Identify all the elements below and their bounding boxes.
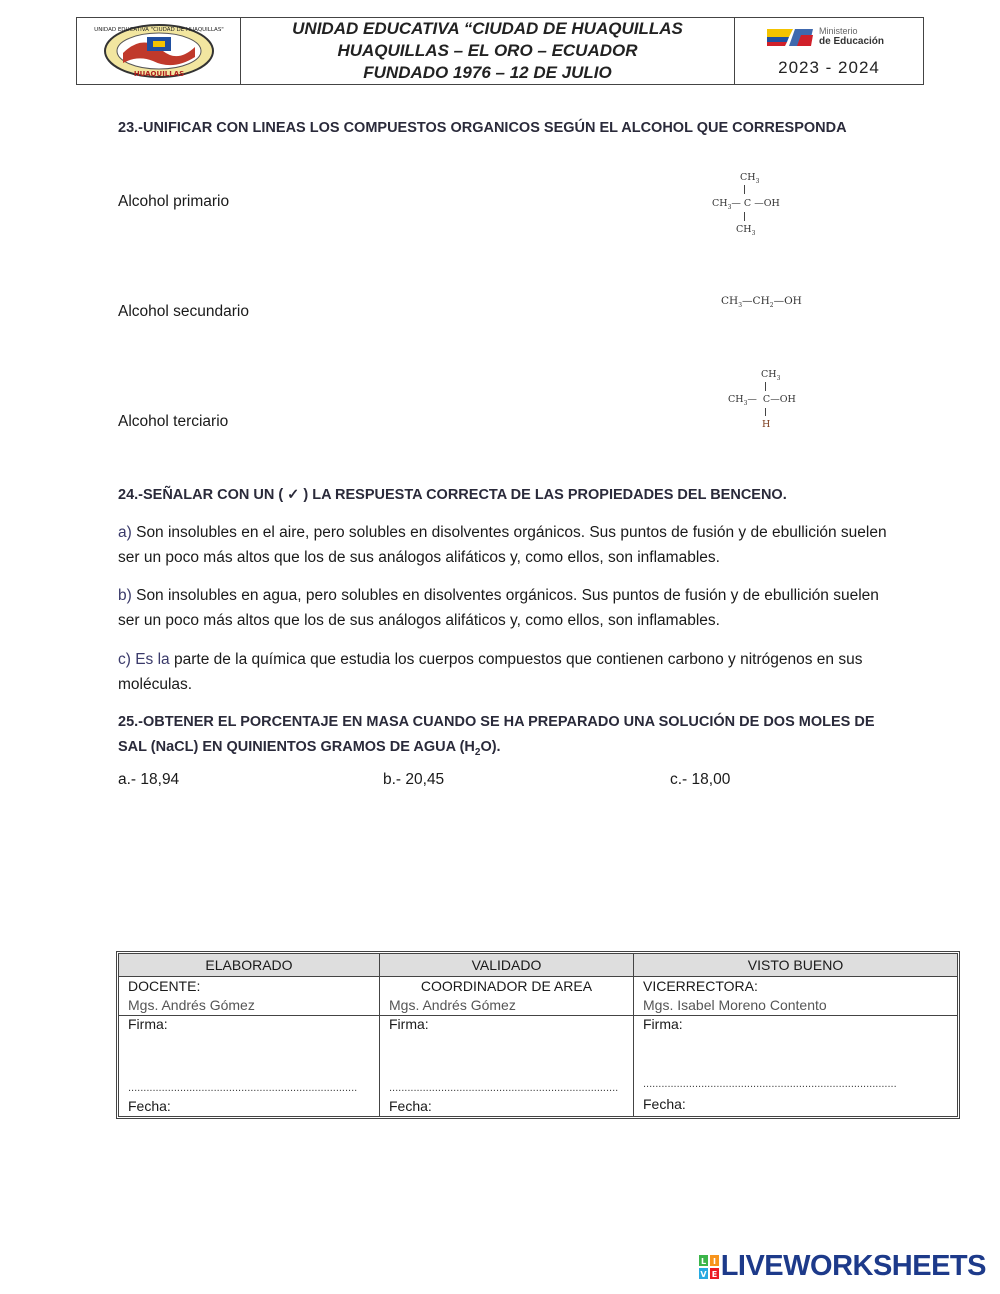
signature-firma-row (119, 1016, 958, 1117)
answer-a[interactable]: a.- 18,94 (118, 771, 180, 788)
live-badge-icon (699, 1255, 719, 1279)
signature-table (118, 953, 958, 1117)
school-founded-line: FUNDADO 1976 – 12 DE JULIO (363, 63, 612, 82)
role-docente: DOCENTE: (128, 978, 201, 994)
liveworksheets-logo (699, 1250, 986, 1283)
header-elaborado: ELABORADO (119, 954, 380, 977)
signature-line-vicerrectora: ................................................................................... (643, 1078, 897, 1090)
structure-tert-butanol[interactable]: $CH_3$ $CH_3—$ C —OH $CH_3$ (712, 172, 780, 237)
signature-line-coordinador: ........................................................................... (389, 1082, 619, 1094)
option-c-text: parte de la química que estudia los cuerpos compuestos que contienen carbono y nitrógenos en sus moléculas. (118, 651, 863, 693)
role-vicerrectora: VICERRECTORA: (643, 978, 758, 994)
ecuador-flag-icon (767, 27, 813, 47)
firma-cell-coordinador[interactable] (380, 1016, 634, 1117)
document-header (76, 17, 924, 85)
fecha-label-vicerrectora: Fecha: (643, 1096, 686, 1112)
header-validado: VALIDADO (380, 954, 634, 977)
signature-header-row (119, 954, 958, 977)
ministry-text (819, 26, 884, 47)
option-a-text: Son insolubles en el aire, pero solubles en disolventes orgánicos. Sus puntos de fusión y de ebullición suelen ser un poco más altos que los de sus análogos alifáticos y, como ellos, son inflamables. (118, 524, 887, 566)
signature-line-docente: ........................................................................... (128, 1082, 358, 1094)
option-c[interactable] (118, 647, 888, 697)
header-visto-bueno: VISTO BUENO (634, 954, 958, 977)
label-alcohol-secundario[interactable]: Alcohol secundario (118, 303, 249, 320)
school-logo-cell (77, 18, 241, 84)
firma-label-vicerrectora: Firma: (643, 1016, 683, 1032)
fecha-label-docente: Fecha: (128, 1098, 171, 1114)
name-coordinador: Mgs. Andrés Gómez (389, 997, 516, 1013)
option-a-label: a) (118, 524, 132, 541)
answer-c[interactable]: c.- 18,00 (670, 771, 731, 788)
signature-role-row (119, 977, 958, 1016)
badge-letter-l: L (700, 1256, 706, 1266)
option-b-text: Son insolubles en agua, pero solubles en disolventes orgánicos. Sus puntos de fusión y de ebullición suelen ser un poco más altos que los de sus análogos alifáticos y, como ellos, son inflamables. (118, 587, 879, 629)
label-alcohol-primario[interactable]: Alcohol primario (118, 193, 230, 210)
seal-bottom-text: HUAQUILLAS (133, 70, 184, 78)
name-vicerrectora: Mgs. Isabel Moreno Contento (643, 997, 827, 1013)
question-25-title-part1: 25.-OBTENER EL PORCENTAJE EN MASA CUANDO SE HA PREPARADO UNA SOLUCIÓN DE DOS MOLES DE SAL (NaCL) EN QUINIENTOS GRAMOS DE AGUA (H (118, 714, 875, 755)
structure-ethanol[interactable]: $CH_3—CH_2—OH$ (721, 295, 802, 310)
firma-cell-docente[interactable] (119, 1016, 380, 1117)
ministry-line1: Ministerio (819, 26, 858, 36)
option-c-label: c) Es la (118, 651, 170, 668)
role-cell-docente (119, 977, 380, 1016)
firma-label-coordinador: Firma: (389, 1016, 429, 1032)
ministry-logo (767, 26, 884, 47)
school-name-line1: UNIDAD EDUCATIVA “CIUDAD DE HUAQUILLAS (292, 19, 683, 38)
school-seal-logo (93, 23, 224, 79)
badge-letter-v: V (700, 1269, 707, 1279)
option-b-label: b) (118, 587, 132, 604)
option-b[interactable] (118, 583, 888, 633)
role-cell-coordinador (380, 977, 634, 1016)
school-location-line: HUAQUILLAS – EL ORO – ECUADOR (337, 41, 638, 60)
structure-isopropanol[interactable]: $CH_3$ $CH_3—$ C—OH H (728, 369, 796, 430)
option-a[interactable] (118, 520, 888, 570)
role-coordinador: COORDINADOR DE AREA (420, 978, 593, 994)
name-docente: Mgs. Andrés Gómez (128, 997, 255, 1013)
badge-letter-e: E (711, 1269, 717, 1279)
seal-top-text: UNIDAD EDUCATIVA "CIUDAD DE HUAQUILLAS" (93, 27, 224, 33)
answer-b[interactable]: b.- 20,45 (383, 771, 445, 788)
firma-label-docente: Firma: (128, 1016, 168, 1032)
fecha-label-coordinador: Fecha: (389, 1098, 432, 1114)
ministry-cell (735, 18, 923, 84)
firma-cell-vicerrectora[interactable] (634, 1016, 958, 1117)
question-25-title-sub: 2 (474, 746, 481, 758)
liveworksheets-wordmark: LIVEWORKSHEETS (720, 1250, 986, 1282)
question-25-title-part2: O). (480, 739, 501, 755)
question-23-title: 23.-UNIFICAR CON LINEAS LOS COMPUESTOS ORGANICOS SEGÚN EL ALCOHOL QUE CORRESPONDA (118, 120, 847, 136)
label-alcohol-terciario[interactable]: Alcohol terciario (118, 413, 229, 430)
school-name-block (241, 18, 735, 84)
question-25-title (118, 710, 878, 765)
school-year: 2023 - 2024 (778, 58, 880, 77)
question-24-title: 24.-SEÑALAR CON UN ( ✓ ) LA RESPUESTA CORRECTA DE LAS PROPIEDADES DEL BENCENO. (118, 487, 787, 503)
role-cell-vicerrectora (634, 977, 958, 1016)
ministry-line2: de Educación (819, 36, 885, 47)
badge-letter-i: I (712, 1256, 716, 1266)
